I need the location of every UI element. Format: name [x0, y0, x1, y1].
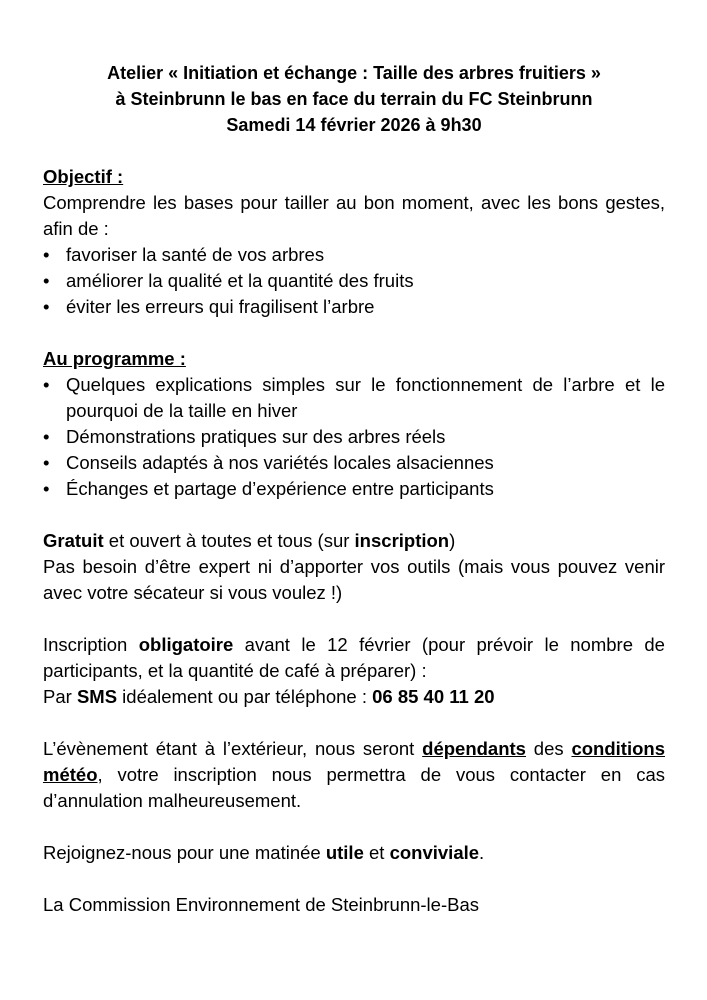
meteo-text-3: , votre inscription nous permettra de vous contacter en cas d’annulation malheureusement. [43, 764, 665, 811]
gratuit-text-end: ) [449, 530, 456, 551]
gratuit-section [43, 528, 665, 606]
inscription-section [43, 632, 665, 710]
meteo-text: L’évènement étant à l’extérieur, nous seront [43, 738, 423, 759]
programme-section [43, 346, 665, 502]
programme-heading: Au programme : [43, 348, 186, 369]
event-location: à Steinbrunn le bas en face du terrain du FC Steinbrunn [115, 89, 593, 109]
phone-number: 06 85 40 11 20 [372, 686, 495, 707]
conviviale-bold: conviviale [389, 842, 480, 863]
event-title: Atelier « Initiation et échange : Taille des arbres fruitiers » [107, 63, 601, 83]
meteo-paragraph [43, 736, 665, 814]
gratuit-text: et ouvert à toutes et tous (sur [103, 530, 355, 551]
objectif-section [43, 164, 665, 320]
objectif-heading: Objectif : [43, 166, 124, 187]
list-item: • Quelques explications simples sur le fonctionnement de l’arbre et le pourquoi de la taille en hiver [43, 372, 665, 424]
gratuit-line [43, 528, 665, 554]
contact-text: Par [43, 686, 77, 707]
meteo-text-2: des [525, 738, 572, 759]
list-item: • favoriser la santé de vos arbres [43, 242, 665, 268]
gratuit-bold: Gratuit [43, 530, 104, 551]
signature: La Commission Environnement de Steinbrunn-le-Bas [43, 894, 479, 915]
inscription-bold: inscription [354, 530, 450, 551]
rejoignez-text-2: et [363, 842, 390, 863]
rejoignez-text: Rejoignez-nous pour une matinée [43, 842, 326, 863]
inscription-text: Inscription [43, 634, 139, 655]
list-item: • éviter les erreurs qui fragilisent l’arbre [43, 294, 665, 320]
document-page [43, 60, 665, 918]
programme-list [43, 372, 665, 502]
meteo-section [43, 736, 665, 814]
signature-section [43, 892, 665, 918]
list-item: • améliorer la qualité et la quantité des fruits [43, 268, 665, 294]
event-date: Samedi 14 février 2026 à 9h30 [226, 115, 482, 135]
rejoignez-text-3: . [479, 842, 485, 863]
utile-bold: utile [325, 842, 364, 863]
event-header [43, 60, 665, 138]
sms-bold: SMS [76, 686, 118, 707]
conditions-meteo-emphasis: conditions météo [43, 738, 665, 785]
dependants-emphasis: dépendants [422, 738, 526, 759]
list-item: • Échanges et partage d’expérience entre participants [43, 476, 665, 502]
inscription-line [43, 632, 665, 684]
inscription-details: avant le 12 février (pour prévoir le nombre de participants, et la quantité de café à préparer) : [43, 634, 665, 681]
rejoignez-line [43, 840, 665, 866]
objectif-list [43, 242, 665, 320]
objectif-intro: Comprendre les bases pour tailler au bon moment, avec les bons gestes, afin de : [43, 192, 665, 239]
contact-line [43, 684, 665, 710]
rejoignez-section [43, 840, 665, 866]
obligatoire-bold: obligatoire [138, 634, 234, 655]
outils-line: Pas besoin d’être expert ni d’apporter vos outils (mais vous pouvez venir avec votre sécateur si vous voulez !) [43, 556, 665, 603]
list-item: • Démonstrations pratiques sur des arbres réels [43, 424, 665, 450]
list-item: • Conseils adaptés à nos variétés locales alsaciennes [43, 450, 665, 476]
contact-text-2: idéalement ou par téléphone : [117, 686, 373, 707]
